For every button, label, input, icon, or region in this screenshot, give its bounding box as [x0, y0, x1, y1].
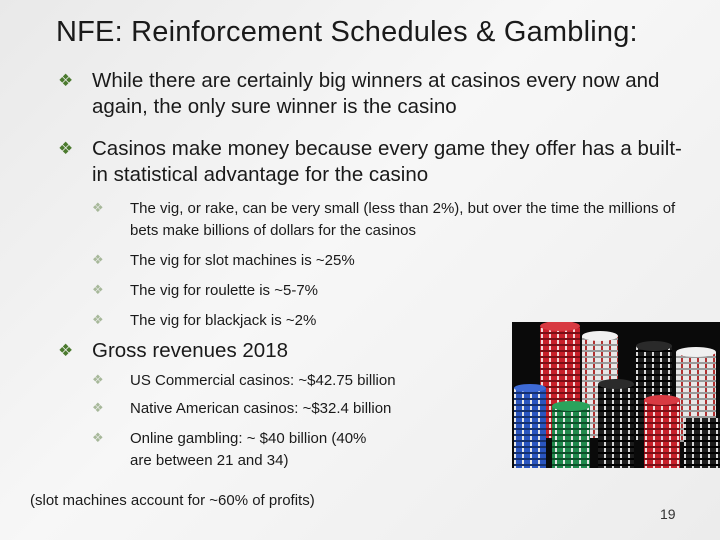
poker-chips-image	[512, 322, 720, 468]
sub-bullet-vig-blackjack	[90, 310, 510, 332]
sub-bullet-text: Online gambling: ~ $40 billion (40% are between 21 and 34)	[130, 430, 367, 469]
sub-bullet-text: The vig, or rake, can be very small (less than 2%), but over the time the millions of bets make billions of dollars for the casinos	[130, 200, 676, 239]
sub-bullet-text: The vig for roulette is ~5-7%	[130, 282, 319, 299]
bullet-text: While there are certainly big winners at casinos every now and again, the only sure winner is the casino	[92, 69, 660, 118]
sub-bullet-marker-icon: ❖	[92, 431, 104, 446]
sub-bullet-marker-icon: ❖	[92, 313, 104, 328]
sub-bullet-vig-rake	[90, 198, 690, 242]
bullet-casino-winner	[56, 68, 696, 120]
sub-bullet-marker-icon: ❖	[92, 201, 104, 216]
sub-bullet-online-gambling	[90, 428, 390, 472]
bullet-text: Casinos make money because every game they offer has a built-in statistical advantage for the casino	[92, 137, 682, 186]
bullet-gross-revenues	[56, 338, 506, 364]
footnote: (slot machines account for ~60% of profits)	[30, 492, 315, 509]
page-number: 19	[660, 506, 676, 522]
sub-bullet-marker-icon: ❖	[92, 283, 104, 298]
poker-chips-icon	[512, 322, 720, 468]
sub-bullet-text: Native American casinos: ~$32.4 billion	[130, 400, 392, 417]
sub-bullet-us-commercial	[90, 370, 510, 392]
bullet-statistical-advantage	[56, 136, 696, 188]
sub-bullet-text: The vig for slot machines is ~25%	[130, 252, 355, 269]
bullet-marker-icon: ❖	[58, 71, 74, 91]
sub-bullet-marker-icon: ❖	[92, 401, 104, 416]
sub-bullet-text: US Commercial casinos: ~$42.75 billion	[130, 372, 396, 389]
sub-bullet-vig-roulette	[90, 280, 690, 302]
bullet-marker-icon: ❖	[58, 341, 74, 361]
sub-bullet-marker-icon: ❖	[92, 373, 104, 388]
sub-bullet-native-american	[90, 398, 510, 420]
sub-bullet-vig-slots	[90, 250, 690, 272]
sub-bullet-marker-icon: ❖	[92, 253, 104, 268]
sub-bullet-text: The vig for blackjack is ~2%	[130, 312, 317, 329]
bullet-marker-icon: ❖	[58, 139, 74, 159]
bullet-text: Gross revenues 2018	[92, 339, 289, 362]
slide-title: NFE: Reinforcement Schedules & Gambling:	[56, 16, 638, 48]
